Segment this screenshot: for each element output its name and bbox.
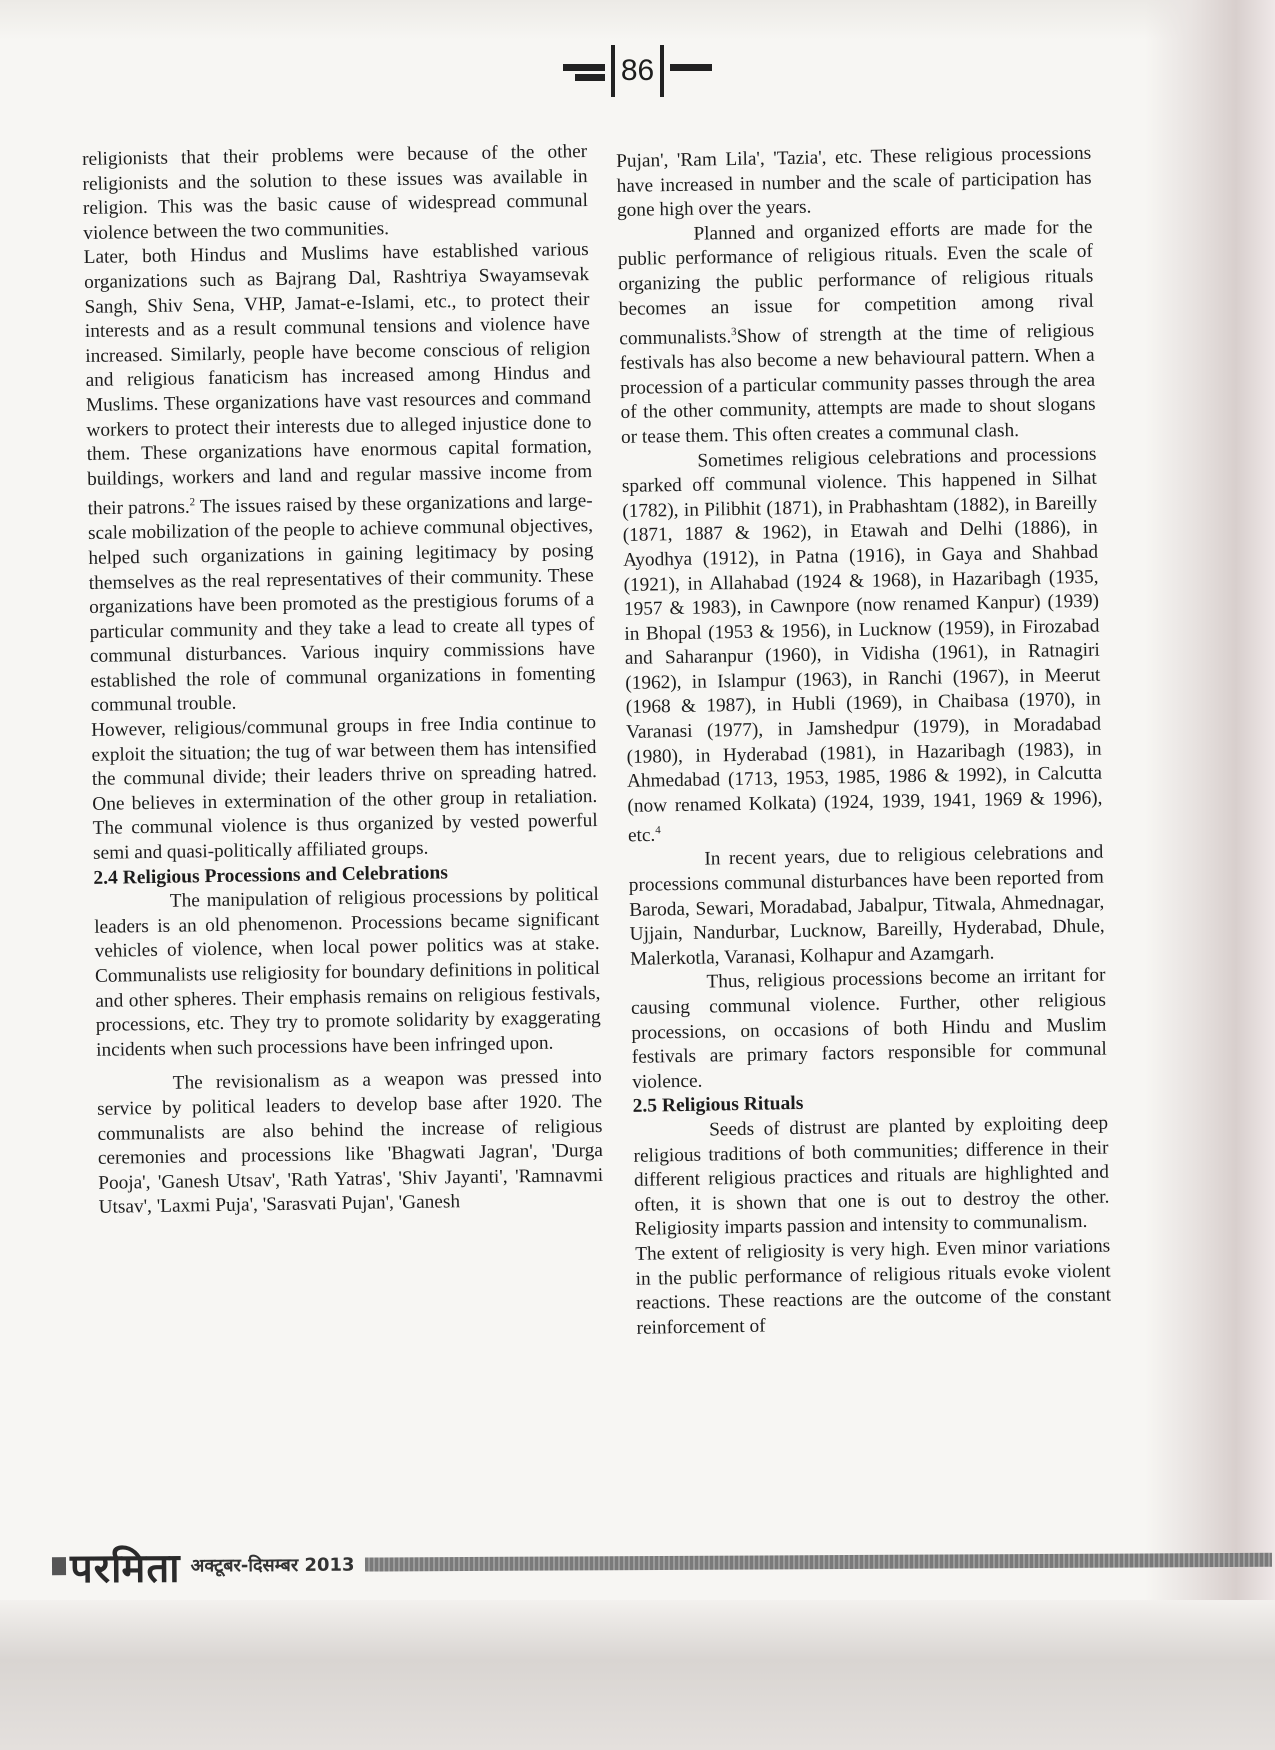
left-paragraph-2-continued: The issues raised by these organizations and large-scale mobilization of the people to achieve communal objectives, helped such organizations in gaining legitimacy by posing themselves as the real representatives of their community. These organizations have been promoted as the prestigious forums of a particular community and they take a lead to create all types of communal disturbances. Various inquiry commissions have established the role of communal organizations in fomenting communal trouble. (87, 490, 596, 717)
left-paragraph-4: The manipulation of religious processions by political leaders is an old phenomenon. Processions became significant vehicles of violence, when local power politics was at stake. Communalists use religiosity for boundary definitions in political and other spheres. Their emphasis remains on religious festivals, processions, etc. They try to promote solidarity by exaggerating incidents when such processions have been infringed upon. (94, 884, 601, 1061)
right-paragraph-4: In recent years, due to religious celebrations and processions communal disturbances have been reported from Baroda, Sewari, Moradabad, Jabalpur, Titwala, Ahmednagar, Ujjain, Nandurbar, Lucknow, Bareilly, Hyderabad, Dhule, Malerkotla, Varanasi, Kolhapur and Azamgarh. (628, 842, 1105, 970)
right-paragraph-5: Thus, religious processions become an irritant for causing communal violence. Further, other religious processions, on occasions of both Hindu and Muslim festivals are primary factors responsible for communal violence. (630, 965, 1107, 1093)
footnote-marker-4: 4 (655, 824, 661, 837)
header-ornament-divider-right (660, 45, 664, 97)
page-shade-bottom (0, 1600, 1275, 1750)
page-footer (52, 1537, 1272, 1592)
footer-lead-bar (52, 1557, 66, 1575)
left-paragraph-1: religionists that their problems were because of the other religionists and the solution to these issues was available in religion. This was the basic cause of widespread communal violence between the two communities. (82, 141, 589, 244)
right-paragraph-2-text: Planned and organized efforts are made for the public performance of religious rituals. Even the scale of organizing the public performance of religious rituals becomes an issue for competition among rival communalists. (617, 216, 1094, 350)
right-paragraph-3-text: Sometimes religious celebrations and processions sparked off communal violence. This happened in Silhat (1782), in Pilibhit (1871), in Prabhashtam (1882), in Bareilly (1871, 1887 & 1962), in Etawah and Delhi (1886), in Ayodhya (1912), in Patna (1916), in Gaya and Shahbad (1921), in Allahabad (1924 & 1968), in Hazaribagh (1935, 1957 & 1983), in Cawnpore (now renamed Kanpur) (1939) in Bhopal (1953 & 1956), in Lucknow (1959), in Firozabad and Saharanpur (1960), in Vidisha (1961), in Ratnagiri (1962), in Islampur (1963), in Ranchi (1967), in Meerut (1968 & 1987), in Hubli (1969), in Chaibasa (1970), in Varanasi (1977), in Jamshedpur (1979), in Moradabad (1980), in Hyderabad (1981), in Hazaribagh (1983), in Ahmedabad (1713, 1953, 1985, 1986 & 1992), in Calcutta (now renamed Kolkata) (1924, 1939, 1941, 1969 & 1996), etc. (621, 443, 1103, 847)
section-heading-2-4: 2.4 Religious Processions and Celebrations (93, 861, 449, 889)
left-paragraph-3: However, religious/communal groups in free India continue to exploit the situation; the tug of war between them has intensified the communal divide; their leaders thrive on spreading hatred. One believes in extermination of the other group in retaliation. The communal violence is thus organized by vested powerful semi and quasi-politically affiliated groups. (90, 712, 598, 864)
left-column (82, 140, 604, 1221)
right-paragraph-2-continued: Show of strength at the time of religious festivals has also become a new behavioural pattern. When a procession of a particular community passes through the area of the other community, attempts are made to shout slogans or tease them. This often creates a communal clash. (619, 320, 1096, 448)
section-heading-2-5: 2.5 Religious Rituals (632, 1093, 804, 1118)
page-shade-top (0, 0, 1275, 40)
journal-name: परमिता (69, 1545, 181, 1592)
right-paragraph-1: Pujan', 'Ram Lila', 'Tazia', etc. These religious processions have increased in number and the scale of participation has gone high over the years. (616, 142, 1092, 222)
issue-date: अक्टूबर-दिसम्बर 2013 (190, 1554, 355, 1577)
footnote-marker-3: 3 (731, 326, 737, 339)
footer-rule (364, 1553, 1272, 1572)
header-ornament-right (670, 64, 712, 71)
right-paragraph-2 (617, 215, 1096, 450)
footnote-marker-2: 2 (189, 496, 196, 509)
header-ornament-left-2 (575, 74, 605, 81)
header-ornament-divider-left (611, 45, 615, 97)
page-shade-right (1145, 0, 1275, 1750)
header-ornament-left (563, 64, 605, 71)
left-paragraph-2 (84, 238, 596, 719)
right-paragraph-3 (621, 442, 1103, 849)
page-number-header (0, 45, 1275, 97)
right-paragraph-7: The extent of religiosity is very high. Even minor variations in the public performance of religious rituals evoke violent reactions. These reactions are the outcome of the constant reinforcement of (635, 1235, 1112, 1339)
left-paragraph-2-text: Later, both Hindus and Muslims have established various organizations such as Bajrang Dal, Rashtriya Swayamsevak Sangh, Shiv Sena, VHP, Jamat-e-Islami, etc., to protect their interests and as a result communal tensions and violence have increased. Similarly, people have become conscious of religion and religious fanaticism has increased among Hindus and Muslims. These organizations have vast resources and command workers to protect their interests due to alleged injustice done to them. These organizations have enormous capital formation, buildings, workers and land and regular massive income from their patrons. (83, 239, 593, 520)
left-paragraph-5: The revisionalism as a weapon was pressed into service by political leaders to develop base after 1920. The communalists are also behind the increase of religious ceremonies and processions like 'Bhagwati Jagran', 'Durga Pooja', 'Ganesh Utsav', 'Rath Yatras', 'Shiv Jayanti', 'Ramnavmi Utsav', 'Laxmi Puja', 'Sarasvati Pujan', 'Ganesh (96, 1066, 604, 1219)
page-number: 86 (620, 54, 655, 87)
right-paragraph-6: Seeds of distrust are planted by exploiting deep religious traditions of both communities; difference in their different religious practices and rituals are highlighted and often, it is shown that one is out to destroy the other. Religiosity imparts passion and intensity to communalism. (633, 1112, 1110, 1241)
right-column (616, 142, 1112, 1341)
